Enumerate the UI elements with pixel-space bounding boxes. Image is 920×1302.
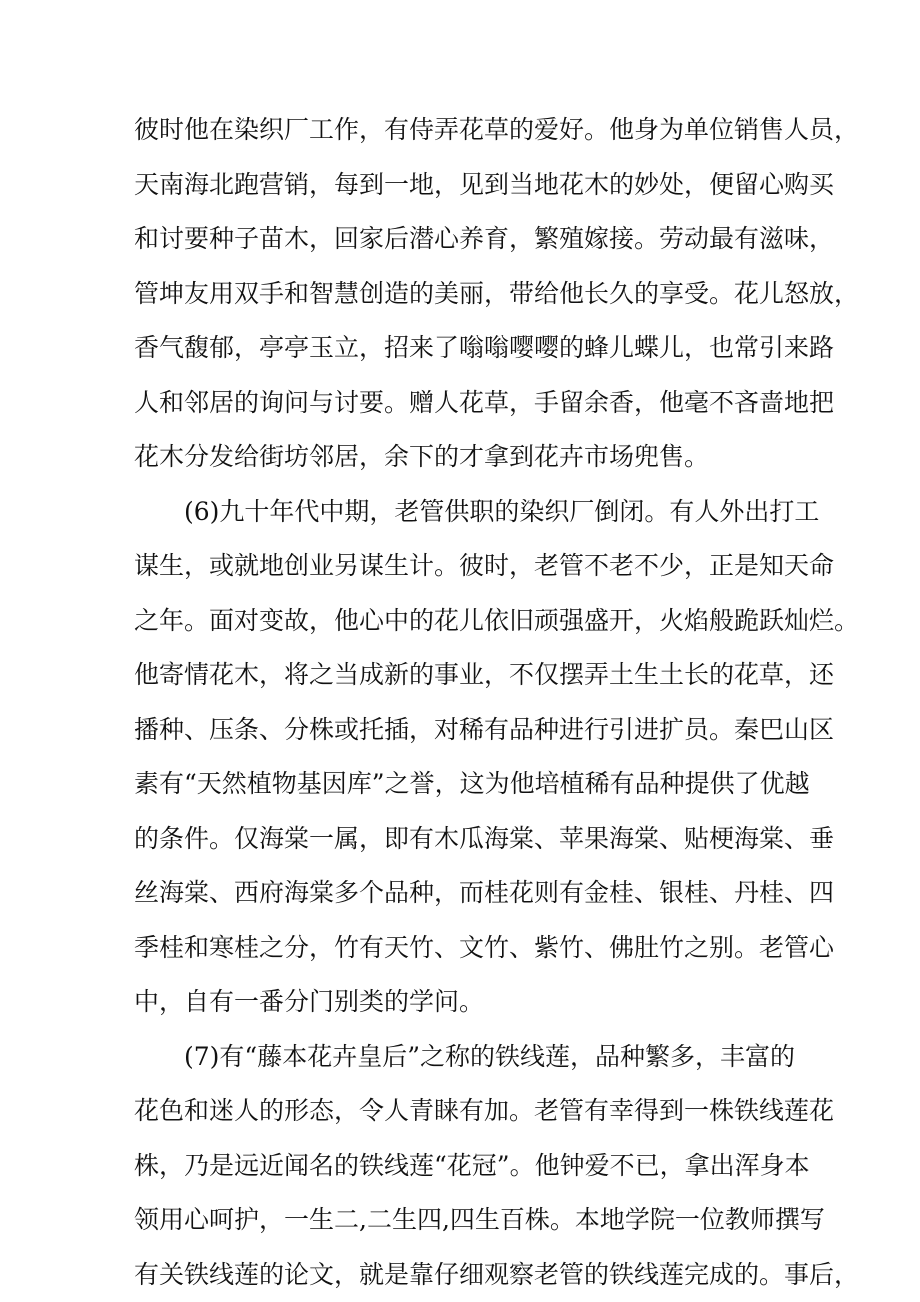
body-text [134, 103, 794, 1302]
text-line: (7)有“藤本花卉皇后”之称的铁线莲，品种繁多，丰富的 [134, 1030, 794, 1085]
text-line: 的条件。仅海棠一属，即有木瓜海棠、苹果海棠、贴梗海棠、垂 [134, 812, 794, 867]
text-line: 谋生，或就地创业另谋生计。彼时，老管不老不少，正是知天命 [134, 539, 794, 594]
text-line: 管坤友用双手和智慧创造的美丽，带给他长久的享受。花儿怒放， [134, 267, 794, 322]
paragraph-5 [134, 103, 794, 485]
text-line: 人和邻居的询问与讨要。赠人花草，手留余香，他毫不吝啬地把 [134, 376, 794, 431]
text-line: 花木分发给街坊邻居，余下的才拿到花卉市场兜售。 [134, 430, 794, 485]
text-line: 天南海北跑营销，每到一地，见到当地花木的妙处，便留心购买 [134, 158, 794, 213]
text-line: 中，自有一番分门别类的学问。 [134, 975, 794, 1030]
text-line: 素有“天然植物基因库”之誉，这为他培植稀有品种提供了优越 [134, 757, 794, 812]
text-line: 株，乃是远近闻名的铁线莲“花冠”。他钟爱不已，拿出浑身本 [134, 1139, 794, 1194]
text-line: 丝海棠、西府海棠多个品种，而桂花则有金桂、银桂、丹桂、四 [134, 866, 794, 921]
text-line: 花色和迷人的形态，令人青睐有加。老管有幸得到一株铁线莲花 [134, 1084, 794, 1139]
paragraph-6 [134, 485, 794, 1030]
text-line: (6)九十年代中期，老管供职的染织厂倒闭。有人外出打工 [134, 485, 794, 540]
text-line: 领用心呵护，一生二,二生四,四生百株。本地学院一位教师撰写 [134, 1193, 794, 1248]
text-line: 播种、压条、分株或托插，对稀有品种进行引进扩员。秦巴山区 [134, 703, 794, 758]
paragraph-7 [134, 1030, 794, 1302]
text-line: 季桂和寒桂之分，竹有天竹、文竹、紫竹、佛肚竹之别。老管心 [134, 921, 794, 976]
text-line: 香气馥郁，亭亭玉立，招来了嗡嗡嘤嘤的蜂儿蝶儿，也常引来路 [134, 321, 794, 376]
text-line: 有关铁线莲的论文，就是靠仔细观察老管的铁线莲完成的。事后， [134, 1248, 794, 1302]
text-line: 他寄情花木，将之当成新的事业，不仅摆弄土生土长的花草，还 [134, 648, 794, 703]
text-line: 彼时他在染织厂工作，有侍弄花草的爱好。他身为单位销售人员， [134, 103, 794, 158]
text-line: 之年。面对变故，他心中的花儿依旧顽强盛开，火焰般跪跃灿烂。 [134, 594, 794, 649]
text-line: 和讨要种子苗木，回家后潜心养育，繁殖嫁接。劳动最有滋味， [134, 212, 794, 267]
